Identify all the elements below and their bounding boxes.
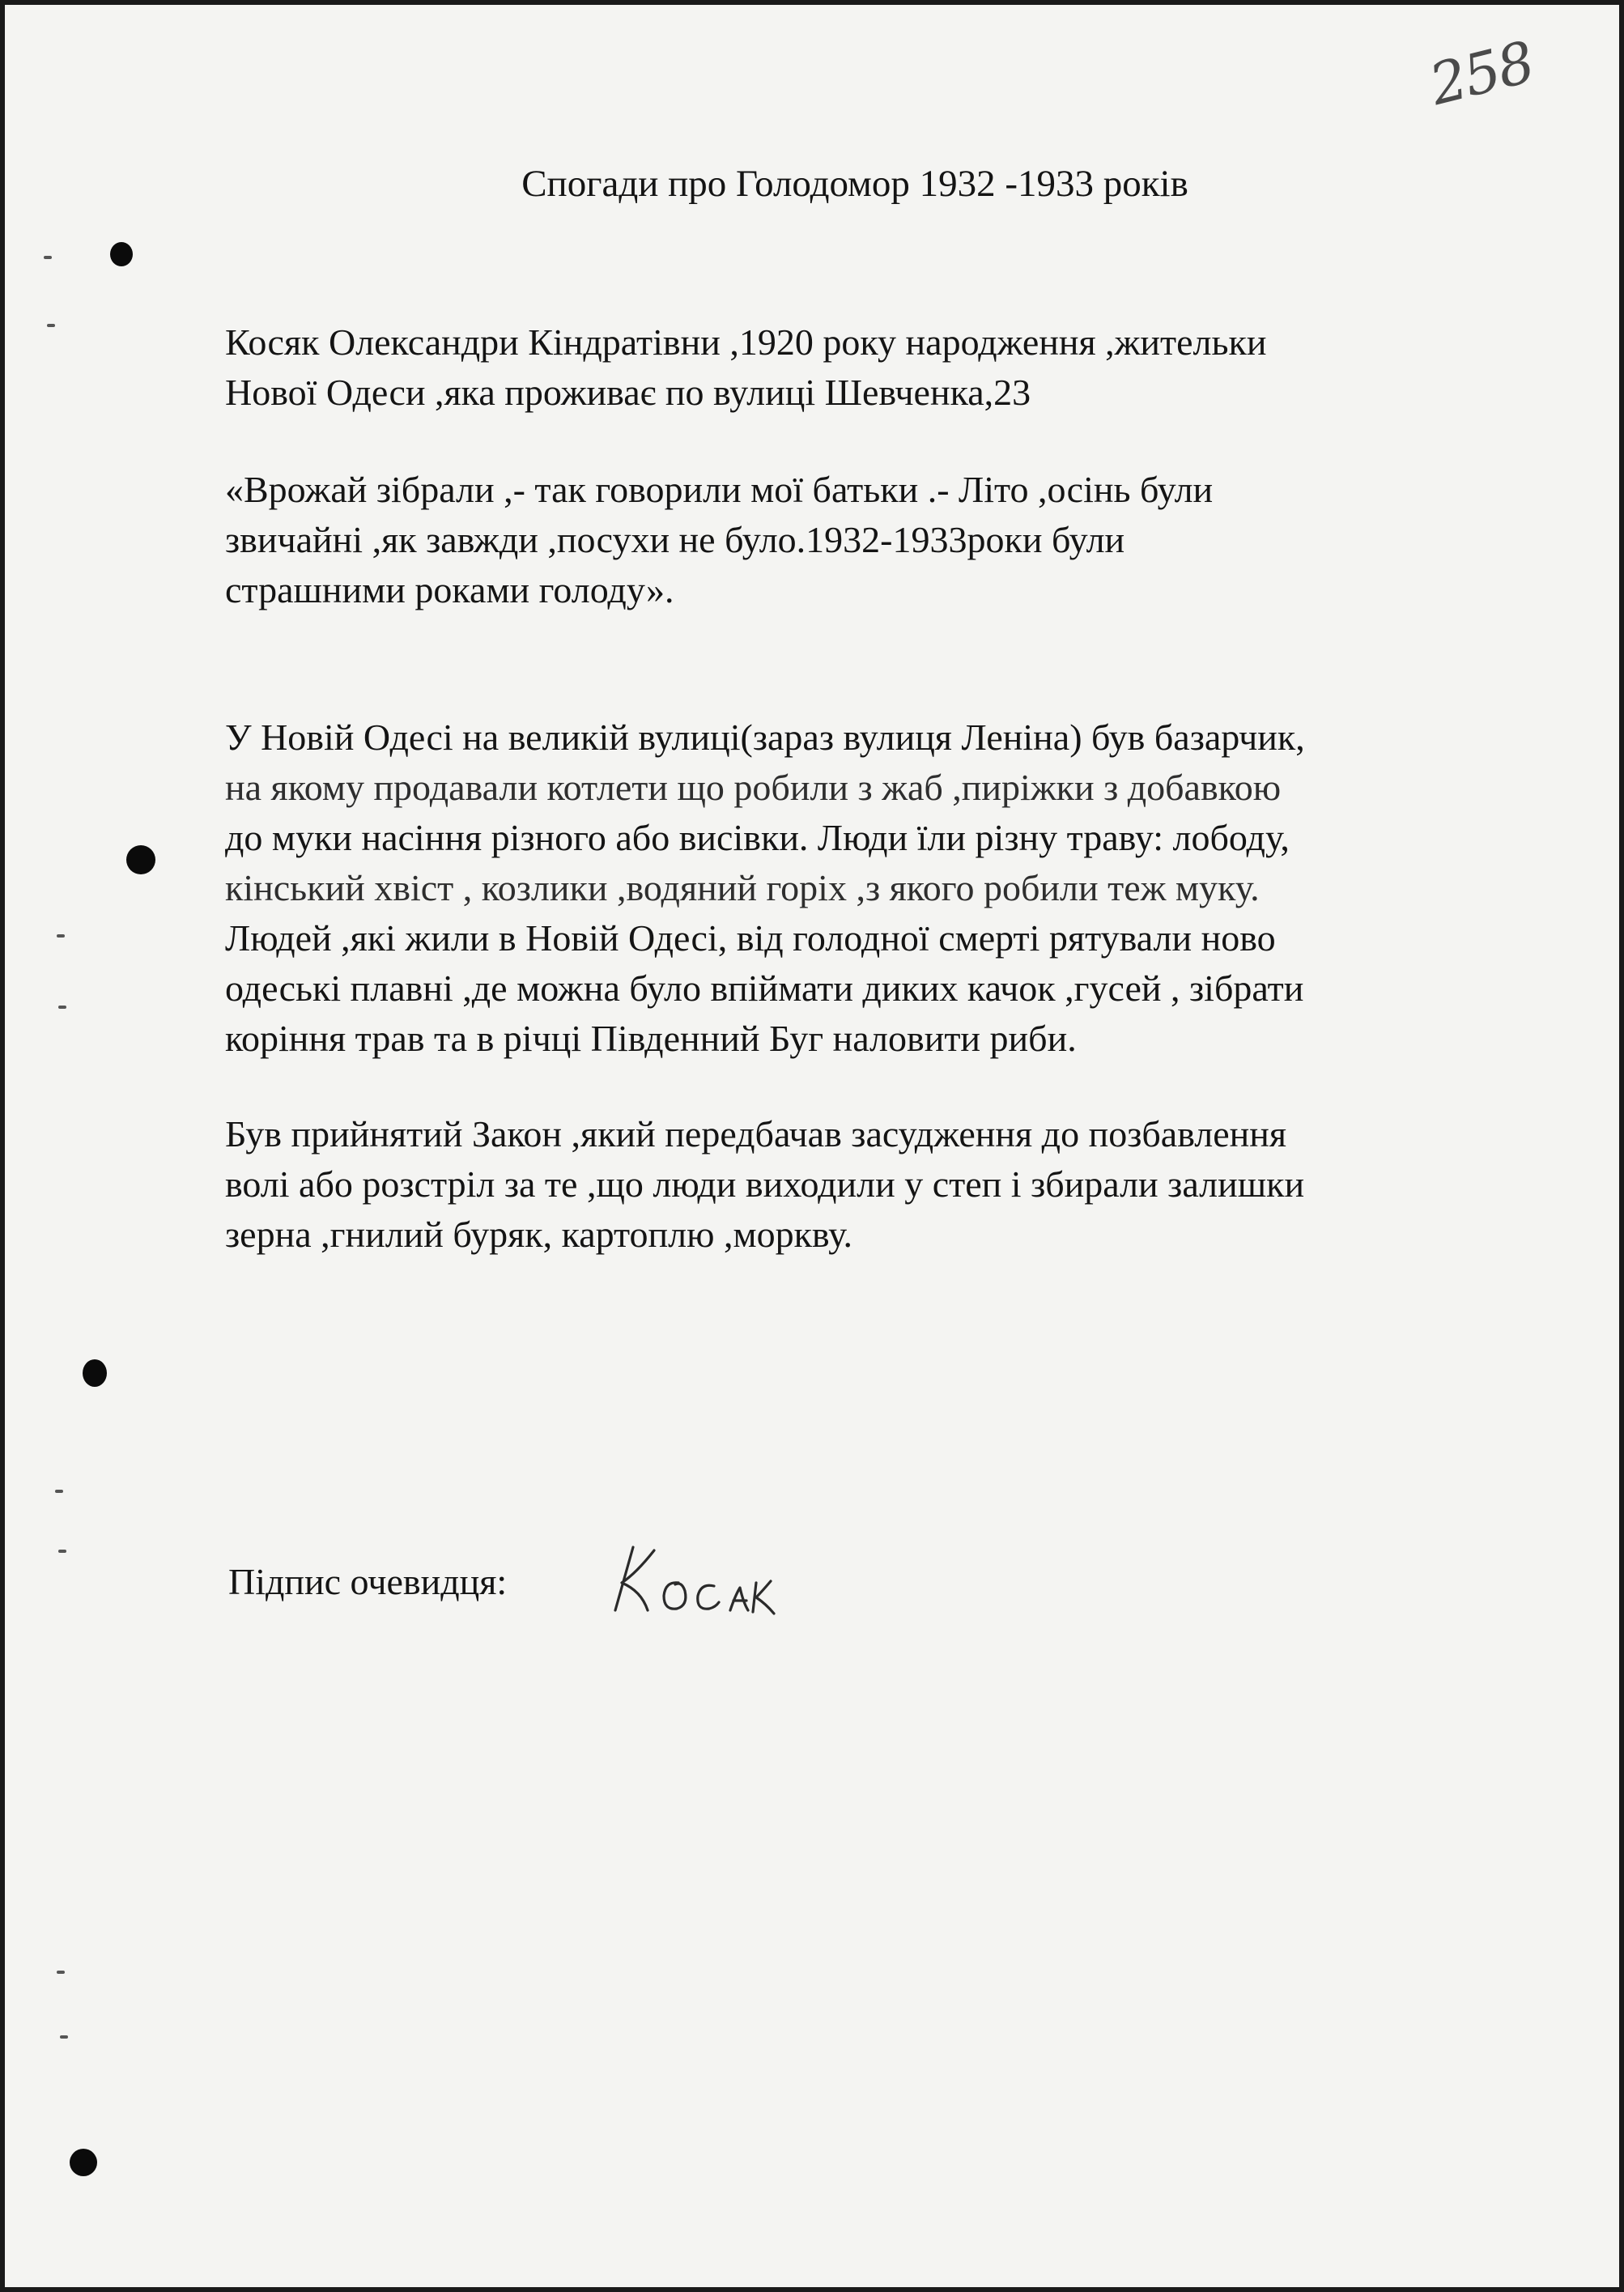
- text-line: на якому продавали котлети що робили з жаб ,пиріжки з добавкою: [225, 767, 1282, 808]
- text-line: Косяк Олександри Кіндратівни ,1920 року народження ,жительки: [225, 321, 1267, 363]
- punch-hole: [110, 242, 133, 266]
- document-page: [5, 5, 1619, 2287]
- text-line: волі або розстріл за те ,що люди виходили у степ і збирали залишки: [225, 1163, 1305, 1205]
- margin-mark: [47, 324, 55, 327]
- handwritten-signature: [601, 1531, 803, 1620]
- punch-hole: [70, 2149, 97, 2176]
- intro-paragraph: [225, 317, 1488, 418]
- quote-paragraph: [225, 465, 1488, 615]
- margin-mark: [44, 256, 52, 259]
- signature-block: [228, 1560, 1038, 1633]
- text-line: Був прийнятий Закон ,який передбачав засудження до позбавлення: [225, 1113, 1287, 1155]
- text-line: звичайні ,як завжди ,посухи не було.1932-1933роки були: [225, 519, 1125, 560]
- text-line: Нової Одеси ,яка проживає по вулиці Шевченка,23: [225, 372, 1031, 413]
- margin-mark: [57, 934, 65, 938]
- punch-hole: [83, 1359, 107, 1387]
- text-line: коріння трав та в річці Південний Буг наловити риби.: [225, 1018, 1077, 1059]
- text-line: кінський хвіст , козлики ,водяний горіх ,з якого робили теж муку.: [225, 867, 1260, 908]
- document-title: Спогади про Голодомор 1932 -1933 років: [521, 163, 1188, 205]
- archive-page-number: 258: [1423, 28, 1540, 118]
- text-line: страшними роками голоду».: [225, 569, 674, 610]
- text-line: Людей ,які жили в Новій Одесі, від голодної смерті рятували ново: [225, 917, 1276, 959]
- margin-mark: [57, 1971, 65, 1974]
- margin-mark: [58, 1550, 66, 1553]
- punch-hole: [126, 845, 155, 874]
- margin-mark: [58, 1006, 66, 1009]
- law-paragraph: [225, 1109, 1488, 1260]
- signature-label: Підпис очевидця:: [228, 1561, 508, 1602]
- text-line: «Врожай зібрали ,- так говорили мої батьки .- Літо ,осінь були: [225, 469, 1214, 510]
- margin-mark: [55, 1490, 63, 1493]
- text-line: одеські плавні ,де можна було впіймати диких качок ,гусей , зібрати: [225, 967, 1304, 1009]
- text-line: зерна ,гнилий буряк, картоплю ,моркву.: [225, 1214, 852, 1255]
- market-paragraph: [225, 712, 1488, 1064]
- margin-mark: [60, 2035, 68, 2039]
- text-line: до муки насіння різного або висівки. Люди їли різну траву: лободу,: [225, 817, 1290, 858]
- text-line: У Новій Одесі на великій вулиці(зараз вулиця Леніна) був базарчик,: [225, 717, 1305, 758]
